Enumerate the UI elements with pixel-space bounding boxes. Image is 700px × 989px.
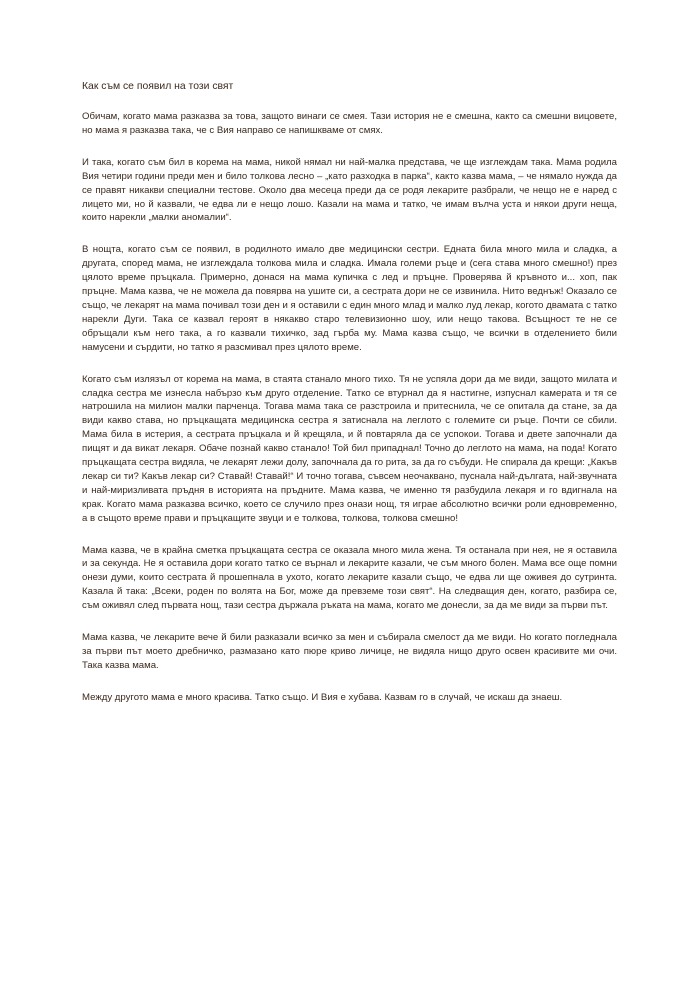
paragraph-6: Мама казва, че лекарите вече й били разказали всичко за мен и събирала смелост да ме види. Но когато погледнала за първи път моето дребничко, размазано като пюре криво личице, не видяла нищо друго освен красивите ми очи. Така казва мама. <box>82 632 617 671</box>
paragraph-4: Когато съм излязъл от корема на мама, в стаята станало много тихо. Тя не успяла дори да ме види, защото милата и сладка сестра ме изнесла набързо към друго отделение. Татко се втурнал да я настигне, изпуснал камерата и тя се натрошила на милион малки парченца. Тогава мама така се разстроила и притеснила, че се опитала да стане, за да види какво става, но пръцкащата медицинска сестра я затиснала на леглото с големите си ръце. Почти се сбили. Мама била в истерия, а сестрата пръцкала и й крещяла, и й повтаряла да се успокои. Тогава и двете започнали да пищят и да викат лекаря. Обаче познай какво станало! Той бил припаднал! Точно до леглото на мама, на пода! Когато пръцкащата сестра видяла, че лекарят лежи долу, започнала да го рита, за да го събуди. Не спирала да крещи: „Какъв лекар си ти? Какъв лекар си? Ставай! Ставай!“ И точно тогава, съвсем неочаквано, пуснала най-дългата, най-звучната и най-миризливата пръдня в историята на пръдните. Мама казва, че именно тя разбудила лекаря и го вдигнала на крак. Когато мама разказва всичко, което се случило през онази нощ, тя играе абсолютно всички роли едновременно, а в същото време прави и пръцкащите звуци и е толкова, толкова, толкова смешно! <box>82 373 617 524</box>
document-body <box>82 80 617 723</box>
document-title: Как съм се появил на този свят <box>82 81 234 92</box>
paragraph-7: Между другото мама е много красива. Татко също. И Вия е хубава. Казвам го в случай, че искаш да знаеш. <box>82 691 563 703</box>
paragraph-3: В нощта, когато съм се появил, в родилното имало две медицински сестри. Едната била много мила и сладка, а другата, според мама, не изглеждала толкова мила и сладка. Имала големи ръце и (сега става много смешно!) през цялото време пръцкала. Примерно, донася на мама купичка с лед и пръцне. Проверява й кръвното и... хоп, пак пръцне. Мама казва, че не можела да повярва на ушите си, а сестрата дори не се извинила. Нито веднъж! Оказало се също, че лекарят на мама почивал този ден и я оставили с един много млад и малко луд лекар, когото двамата с татко нарекли Дуги. Така се казвал героят в някакво старо телевизионно шоу, или нещо такова. Всъщност те не се обръщали към него така, а го казвали тихичко, зад гърба му. Мама казва също, че всички в отделението били намусени и сърдити, но татко я разсмивал през цялото време. <box>82 244 617 353</box>
paragraph-5: Мама казва, че в крайна сметка пръцкащата сестра се оказала много мила жена. Тя останала при нея, не я оставила и за секунда. Не я оставила дори когато татко се върнал и лекарите казали, че съм много болен. Мама все още помни онези думи, които сестрата й прошепнала в ухото, когато лекарите казали също, че едва ли ще оживея до сутринта. Казала й така: „Всеки, роден по волята на Бог, може да превземе този свят“. На следващия ден, когато, разбира се, съм оживял след първата нощ, тази сестра държала ръката на мама, когато ме донесли, за да ме види за първи път. <box>82 544 617 612</box>
paragraph-1: Обичам, когато мама разказва за това, защото винаги се смея. Тази история не е смешна, както са смешни вицовете, но мама я разказва така, че с Вия направо се напишкваме от смях. <box>82 111 617 136</box>
paragraph-2: И така, когато съм бил в корема на мама, никой нямал ни най-малка представа, че ще изглеждам така. Мама родила Вия четири години преди мен и било толкова лесно – „като разходка в парка“, както казва мама, – че нямало нужда да се правят никакви специални тестове. Около два месеца преди да се родя лекарите разбрали, че нещо не е наред с лицето ми, но й казвали, че едва ли е нещо лошо. Казали на мама и татко, че имам вълча уста и някои други неща, които нарекли „малки аномалии“. <box>82 156 617 224</box>
